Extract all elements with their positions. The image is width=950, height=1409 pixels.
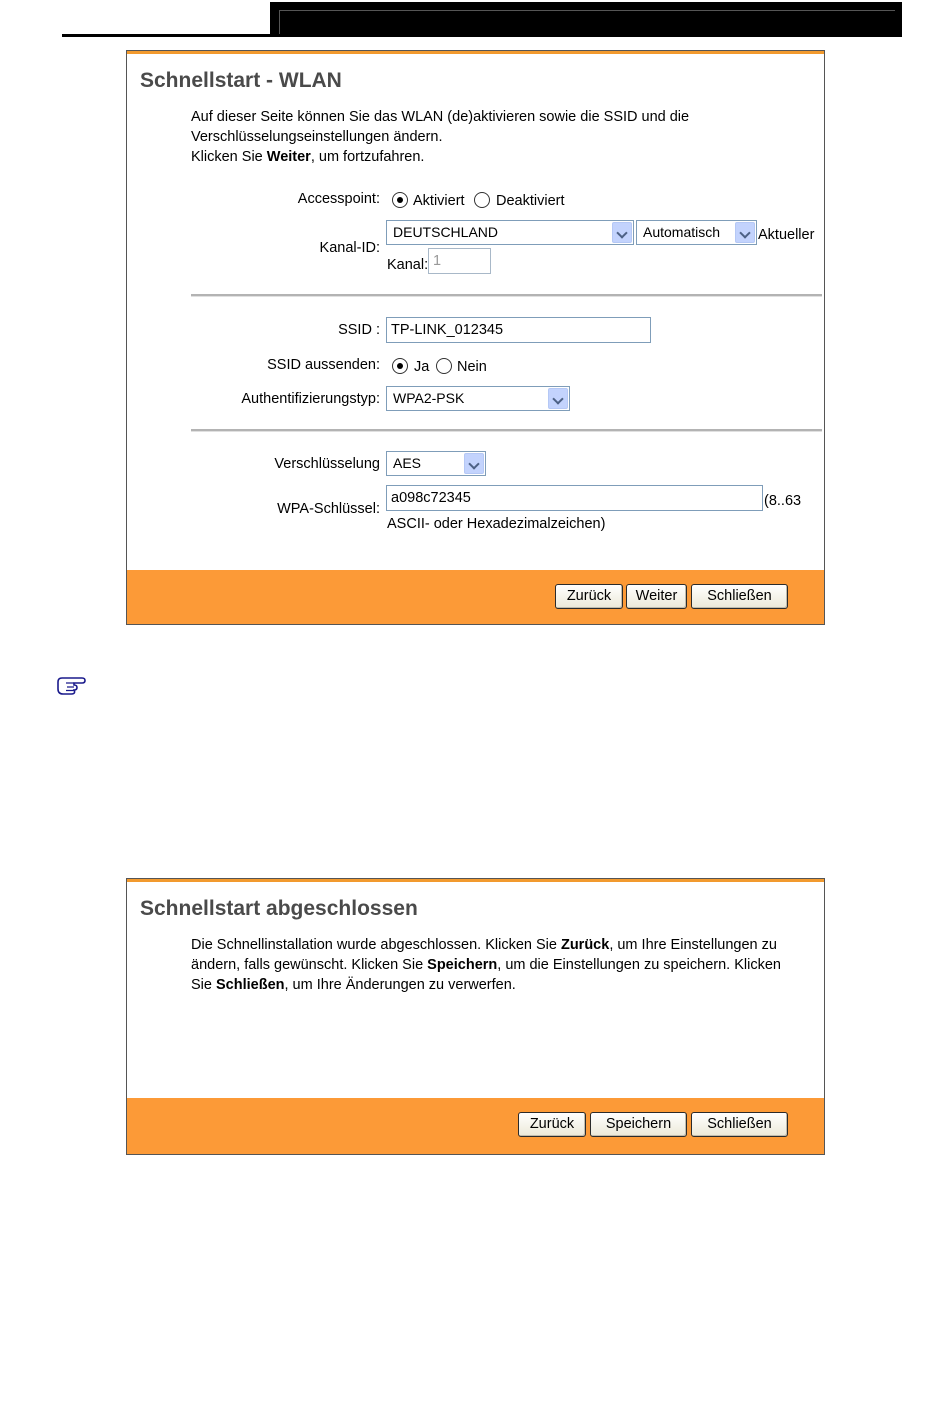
- accesspoint-enabled-radio[interactable]: [392, 192, 408, 208]
- description-line: Sie Schließen, um Ihre Änderungen zu verwerfen.: [191, 977, 516, 993]
- panel-top-accent: [127, 879, 824, 882]
- description-line: Klicken Sie Weiter, um fortzufahren.: [191, 149, 425, 165]
- ssid-broadcast-no-radio[interactable]: [436, 358, 452, 374]
- description: [191, 107, 689, 167]
- close-button[interactable]: Schließen: [691, 584, 788, 609]
- accesspoint-disabled-label[interactable]: Deaktiviert: [496, 193, 565, 209]
- zurueck-emphasis: Zurück: [560, 937, 610, 953]
- back-button[interactable]: Zurück: [518, 1112, 586, 1137]
- description-line: Verschlüsselungseinstellungen ändern.: [191, 129, 443, 145]
- description: [191, 935, 781, 995]
- header-rule: [62, 34, 272, 37]
- chevron-down-icon: [548, 388, 568, 409]
- encryption-label: Verschlüsselung: [274, 456, 380, 472]
- close-button[interactable]: Schließen: [691, 1112, 788, 1137]
- section-divider: [191, 429, 822, 432]
- speichern-emphasis: Speichern: [427, 957, 498, 973]
- ssid-broadcast-yes-radio[interactable]: [392, 358, 408, 374]
- wpa-key-label: WPA-Schlüssel:: [277, 501, 380, 517]
- ssid-broadcast-no-label[interactable]: Nein: [457, 359, 487, 375]
- ssid-broadcast-yes-label[interactable]: Ja: [414, 359, 430, 375]
- accesspoint-enabled-label[interactable]: Aktiviert: [413, 193, 465, 209]
- current-channel-label: Aktueller: [758, 227, 815, 243]
- page-title: Schnellstart abgeschlossen: [140, 897, 418, 920]
- description-line: Auf dieser Seite können Sie das WLAN (de)aktivieren sowie die SSID und die: [191, 109, 690, 125]
- auth-type-select[interactable]: [386, 386, 570, 411]
- panel-top-accent: [127, 51, 824, 54]
- channel-id-label: Kanal-ID:: [319, 240, 380, 256]
- encryption-select-value: AES: [393, 455, 422, 471]
- chevron-down-icon: [735, 222, 755, 243]
- channel-select[interactable]: [636, 220, 757, 245]
- weiter-emphasis: Weiter: [266, 149, 311, 165]
- back-button[interactable]: Zurück: [555, 584, 623, 609]
- current-channel-label-cont: Kanal:: [387, 257, 429, 273]
- encryption-select[interactable]: [386, 451, 486, 476]
- quick-setup-complete-panel: [126, 878, 825, 1155]
- quick-setup-wlan-panel: [126, 50, 825, 625]
- save-button[interactable]: Speichern: [590, 1112, 687, 1137]
- ssid-input[interactable]: TP-LINK_012345: [386, 317, 651, 343]
- chevron-down-icon: [464, 453, 484, 474]
- channel-select-value: Automatisch: [643, 224, 721, 240]
- next-button[interactable]: Weiter: [626, 584, 687, 609]
- auth-type-select-value: WPA2-PSK: [393, 390, 465, 406]
- button-bar: [127, 1098, 824, 1154]
- schliessen-emphasis: Schließen: [216, 977, 285, 993]
- region-select-value: DEUTSCHLAND: [393, 224, 499, 240]
- auth-type-label: Authentifizierungstyp:: [241, 391, 380, 407]
- ssid-broadcast-label: SSID aussenden:: [267, 357, 380, 373]
- wpa-key-hint: (8..63: [764, 493, 802, 509]
- current-channel-field: 1: [428, 248, 491, 274]
- chevron-down-icon: [612, 222, 632, 243]
- accesspoint-label: Accesspoint:: [297, 191, 380, 207]
- wpa-key-hint-cont: ASCII- oder Hexadezimalzeichen): [387, 516, 606, 532]
- wpa-key-input[interactable]: a098c72345: [386, 485, 763, 511]
- page-title: Schnellstart - WLAN: [140, 69, 342, 92]
- section-divider: [191, 294, 822, 297]
- region-select[interactable]: [386, 220, 634, 245]
- accesspoint-disabled-radio[interactable]: [474, 192, 490, 208]
- button-bar: [127, 570, 824, 624]
- description-line: Die Schnellinstallation wurde abgeschlossen. Klicken Sie Zurück, um Ihre Einstellungen zu: [191, 937, 777, 953]
- pointing-hand-icon: [56, 674, 88, 696]
- ssid-label: SSID :: [338, 322, 380, 338]
- description-line: ändern, falls gewünscht. Klicken Sie Speichern, um die Einstellungen zu speichern. Klicken: [191, 957, 781, 973]
- header-bar-inset: [279, 10, 895, 34]
